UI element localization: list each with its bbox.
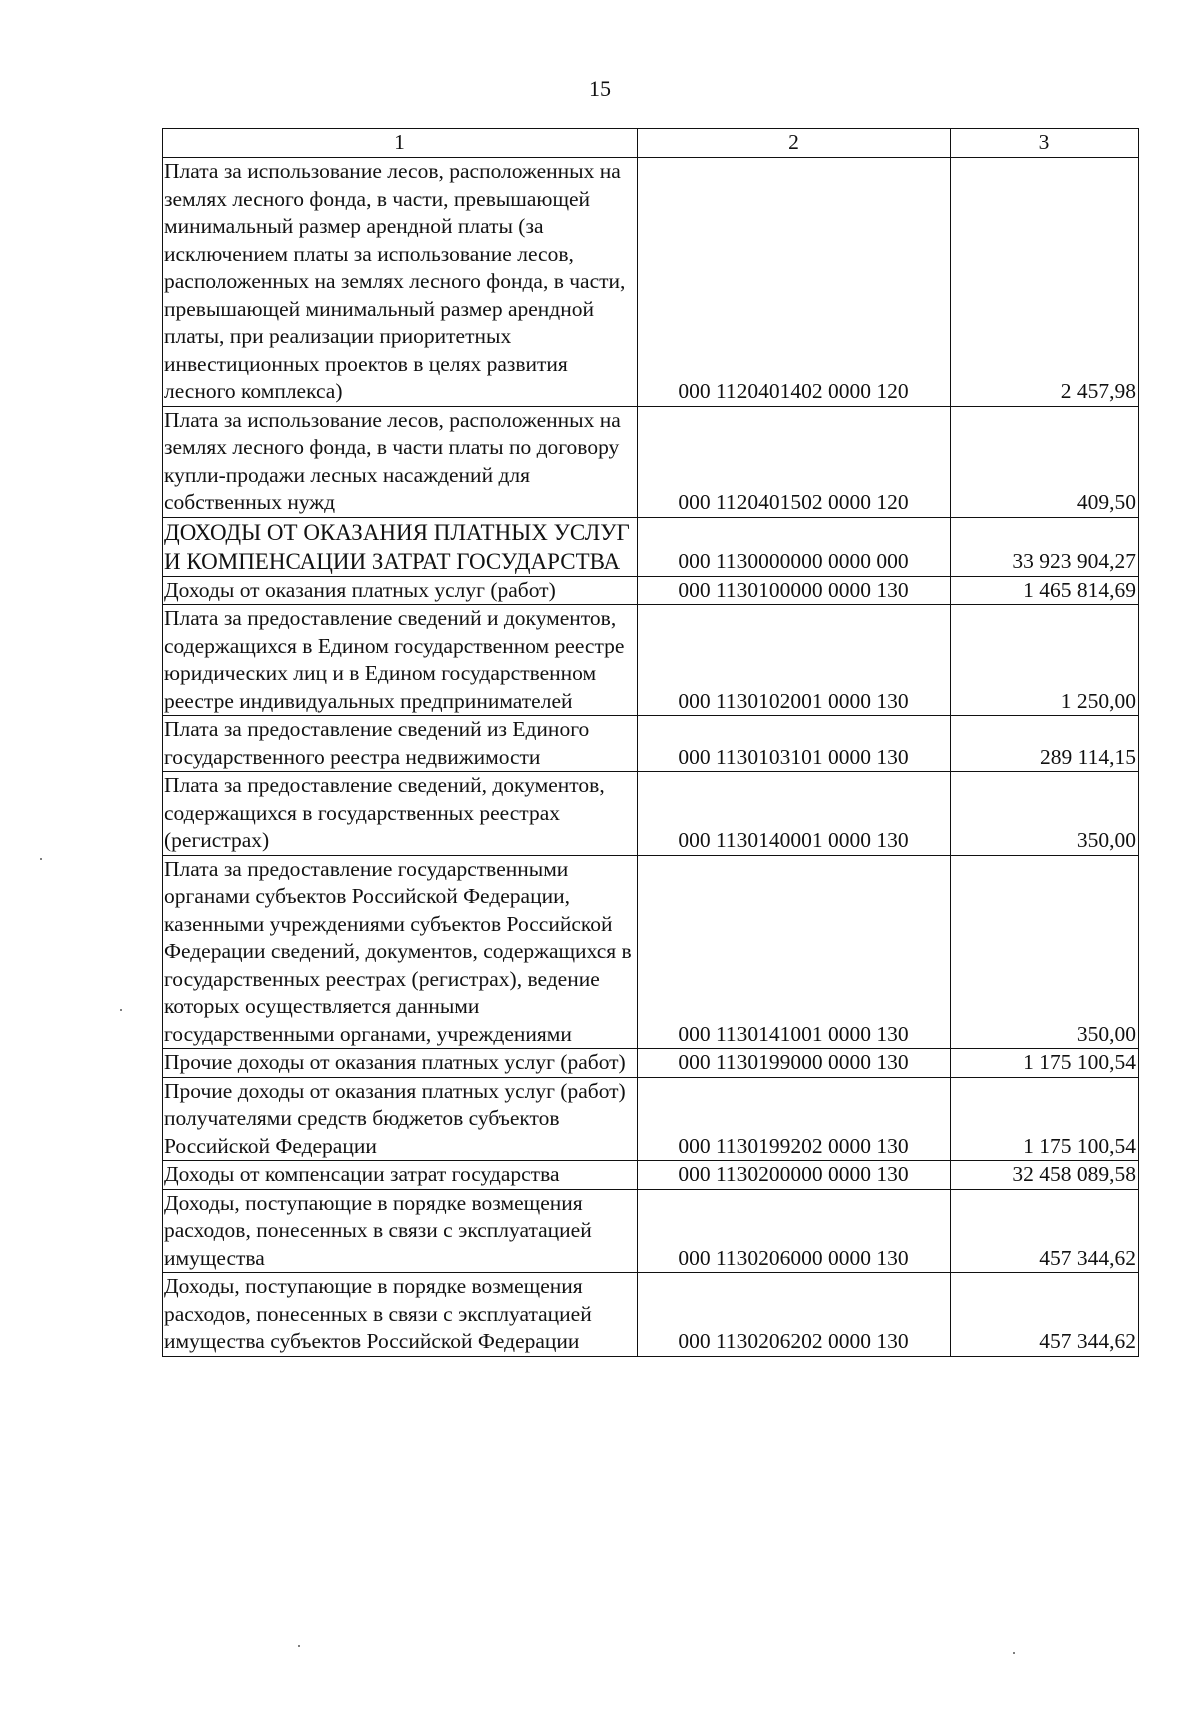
row-code: 000 1130141001 0000 130 <box>638 855 951 1049</box>
row-name: Плата за предоставление сведений из Единого государственного реестра недвижимости <box>163 716 638 772</box>
table-row <box>163 716 1139 772</box>
row-amount: 1 465 814,69 <box>951 576 1139 605</box>
row-amount: 457 344,62 <box>951 1189 1139 1273</box>
row-amount: 457 344,62 <box>951 1273 1139 1357</box>
scan-speck <box>40 858 42 860</box>
row-amount: 33 923 904,27 <box>951 517 1139 576</box>
scan-speck <box>1013 1652 1015 1654</box>
table-row <box>163 605 1139 716</box>
header-col-2: 2 <box>638 129 951 158</box>
scan-speck <box>298 1645 300 1647</box>
table-row <box>163 1077 1139 1161</box>
page-number: 15 <box>589 76 611 101</box>
row-name: Доходы, поступающие в порядке возмещения расходов, понесенных в связи с эксплуатацией имущества субъектов Российской Федерации <box>163 1273 638 1357</box>
scan-speck <box>120 1009 122 1011</box>
row-name: Прочие доходы от оказания платных услуг (работ) <box>163 1049 638 1078</box>
table-row <box>163 855 1139 1049</box>
row-name: Плата за использование лесов, расположенных на землях лесного фонда, в части, превышающей минимальный размер арендной платы (за исключением платы за использование лесов, расположенных на землях лесного фонда, в части, превышающей минимальный размер арендной платы, при реализации приоритетных инвестиционных проектов в целях развития лесного комплекса) <box>163 158 638 407</box>
row-code: 000 1120401502 0000 120 <box>638 406 951 517</box>
row-code: 000 1130103101 0000 130 <box>638 716 951 772</box>
row-amount: 350,00 <box>951 855 1139 1049</box>
row-code: 000 1130206202 0000 130 <box>638 1273 951 1357</box>
row-code: 000 1130200000 0000 130 <box>638 1161 951 1190</box>
table-row <box>163 1273 1139 1357</box>
row-code: 000 1130102001 0000 130 <box>638 605 951 716</box>
row-code: 000 1130199202 0000 130 <box>638 1077 951 1161</box>
row-name: Плата за предоставление государственными органами субъектов Российской Федерации, казенными учреждениями субъектов Российской Федерации сведений, документов, содержащихся в государственных реестрах (регистрах), ведение которых осуществляется данными государственными органами, учреждениями <box>163 855 638 1049</box>
row-name: Доходы, поступающие в порядке возмещения расходов, понесенных в связи с эксплуатацией имущества <box>163 1189 638 1273</box>
row-amount: 350,00 <box>951 772 1139 856</box>
row-amount: 32 458 089,58 <box>951 1161 1139 1190</box>
table-row <box>163 1161 1139 1190</box>
header-col-3: 3 <box>951 129 1139 158</box>
row-code: 000 1130140001 0000 130 <box>638 772 951 856</box>
table-row <box>163 772 1139 856</box>
row-amount: 289 114,15 <box>951 716 1139 772</box>
row-code: 000 1130206000 0000 130 <box>638 1189 951 1273</box>
table-row <box>163 406 1139 517</box>
row-code: 000 1130199000 0000 130 <box>638 1049 951 1078</box>
row-name: Доходы от оказания платных услуг (работ) <box>163 576 638 605</box>
row-code: 000 1130100000 0000 130 <box>638 576 951 605</box>
table-row <box>163 1189 1139 1273</box>
revenue-table <box>162 128 1139 1357</box>
row-name: Плата за предоставление сведений, документов, содержащихся в государственных реестрах (регистрах) <box>163 772 638 856</box>
row-amount: 409,50 <box>951 406 1139 517</box>
table-row <box>163 158 1139 407</box>
row-name: Доходы от компенсации затрат государства <box>163 1161 638 1190</box>
table-row <box>163 1049 1139 1078</box>
row-name: ДОХОДЫ ОТ ОКАЗАНИЯ ПЛАТНЫХ УСЛУГ И КОМПЕНСАЦИИ ЗАТРАТ ГОСУДАРСТВА <box>163 517 638 576</box>
row-name: Плата за использование лесов, расположенных на землях лесного фонда, в части платы по договору купли-продажи лесных насаждений для собственных нужд <box>163 406 638 517</box>
row-code: 000 1130000000 0000 000 <box>638 517 951 576</box>
table-row <box>163 576 1139 605</box>
row-code: 000 1120401402 0000 120 <box>638 158 951 407</box>
row-name: Прочие доходы от оказания платных услуг (работ) получателями средств бюджетов субъектов Российской Федерации <box>163 1077 638 1161</box>
row-amount: 1 175 100,54 <box>951 1077 1139 1161</box>
header-col-1: 1 <box>163 129 638 158</box>
row-amount: 1 175 100,54 <box>951 1049 1139 1078</box>
row-amount: 2 457,98 <box>951 158 1139 407</box>
table-row <box>163 517 1139 576</box>
header-row <box>163 129 1139 158</box>
row-amount: 1 250,00 <box>951 605 1139 716</box>
row-name: Плата за предоставление сведений и документов, содержащихся в Едином государственном реестре юридических лиц и в Едином государственном реестре индивидуальных предпринимателей <box>163 605 638 716</box>
